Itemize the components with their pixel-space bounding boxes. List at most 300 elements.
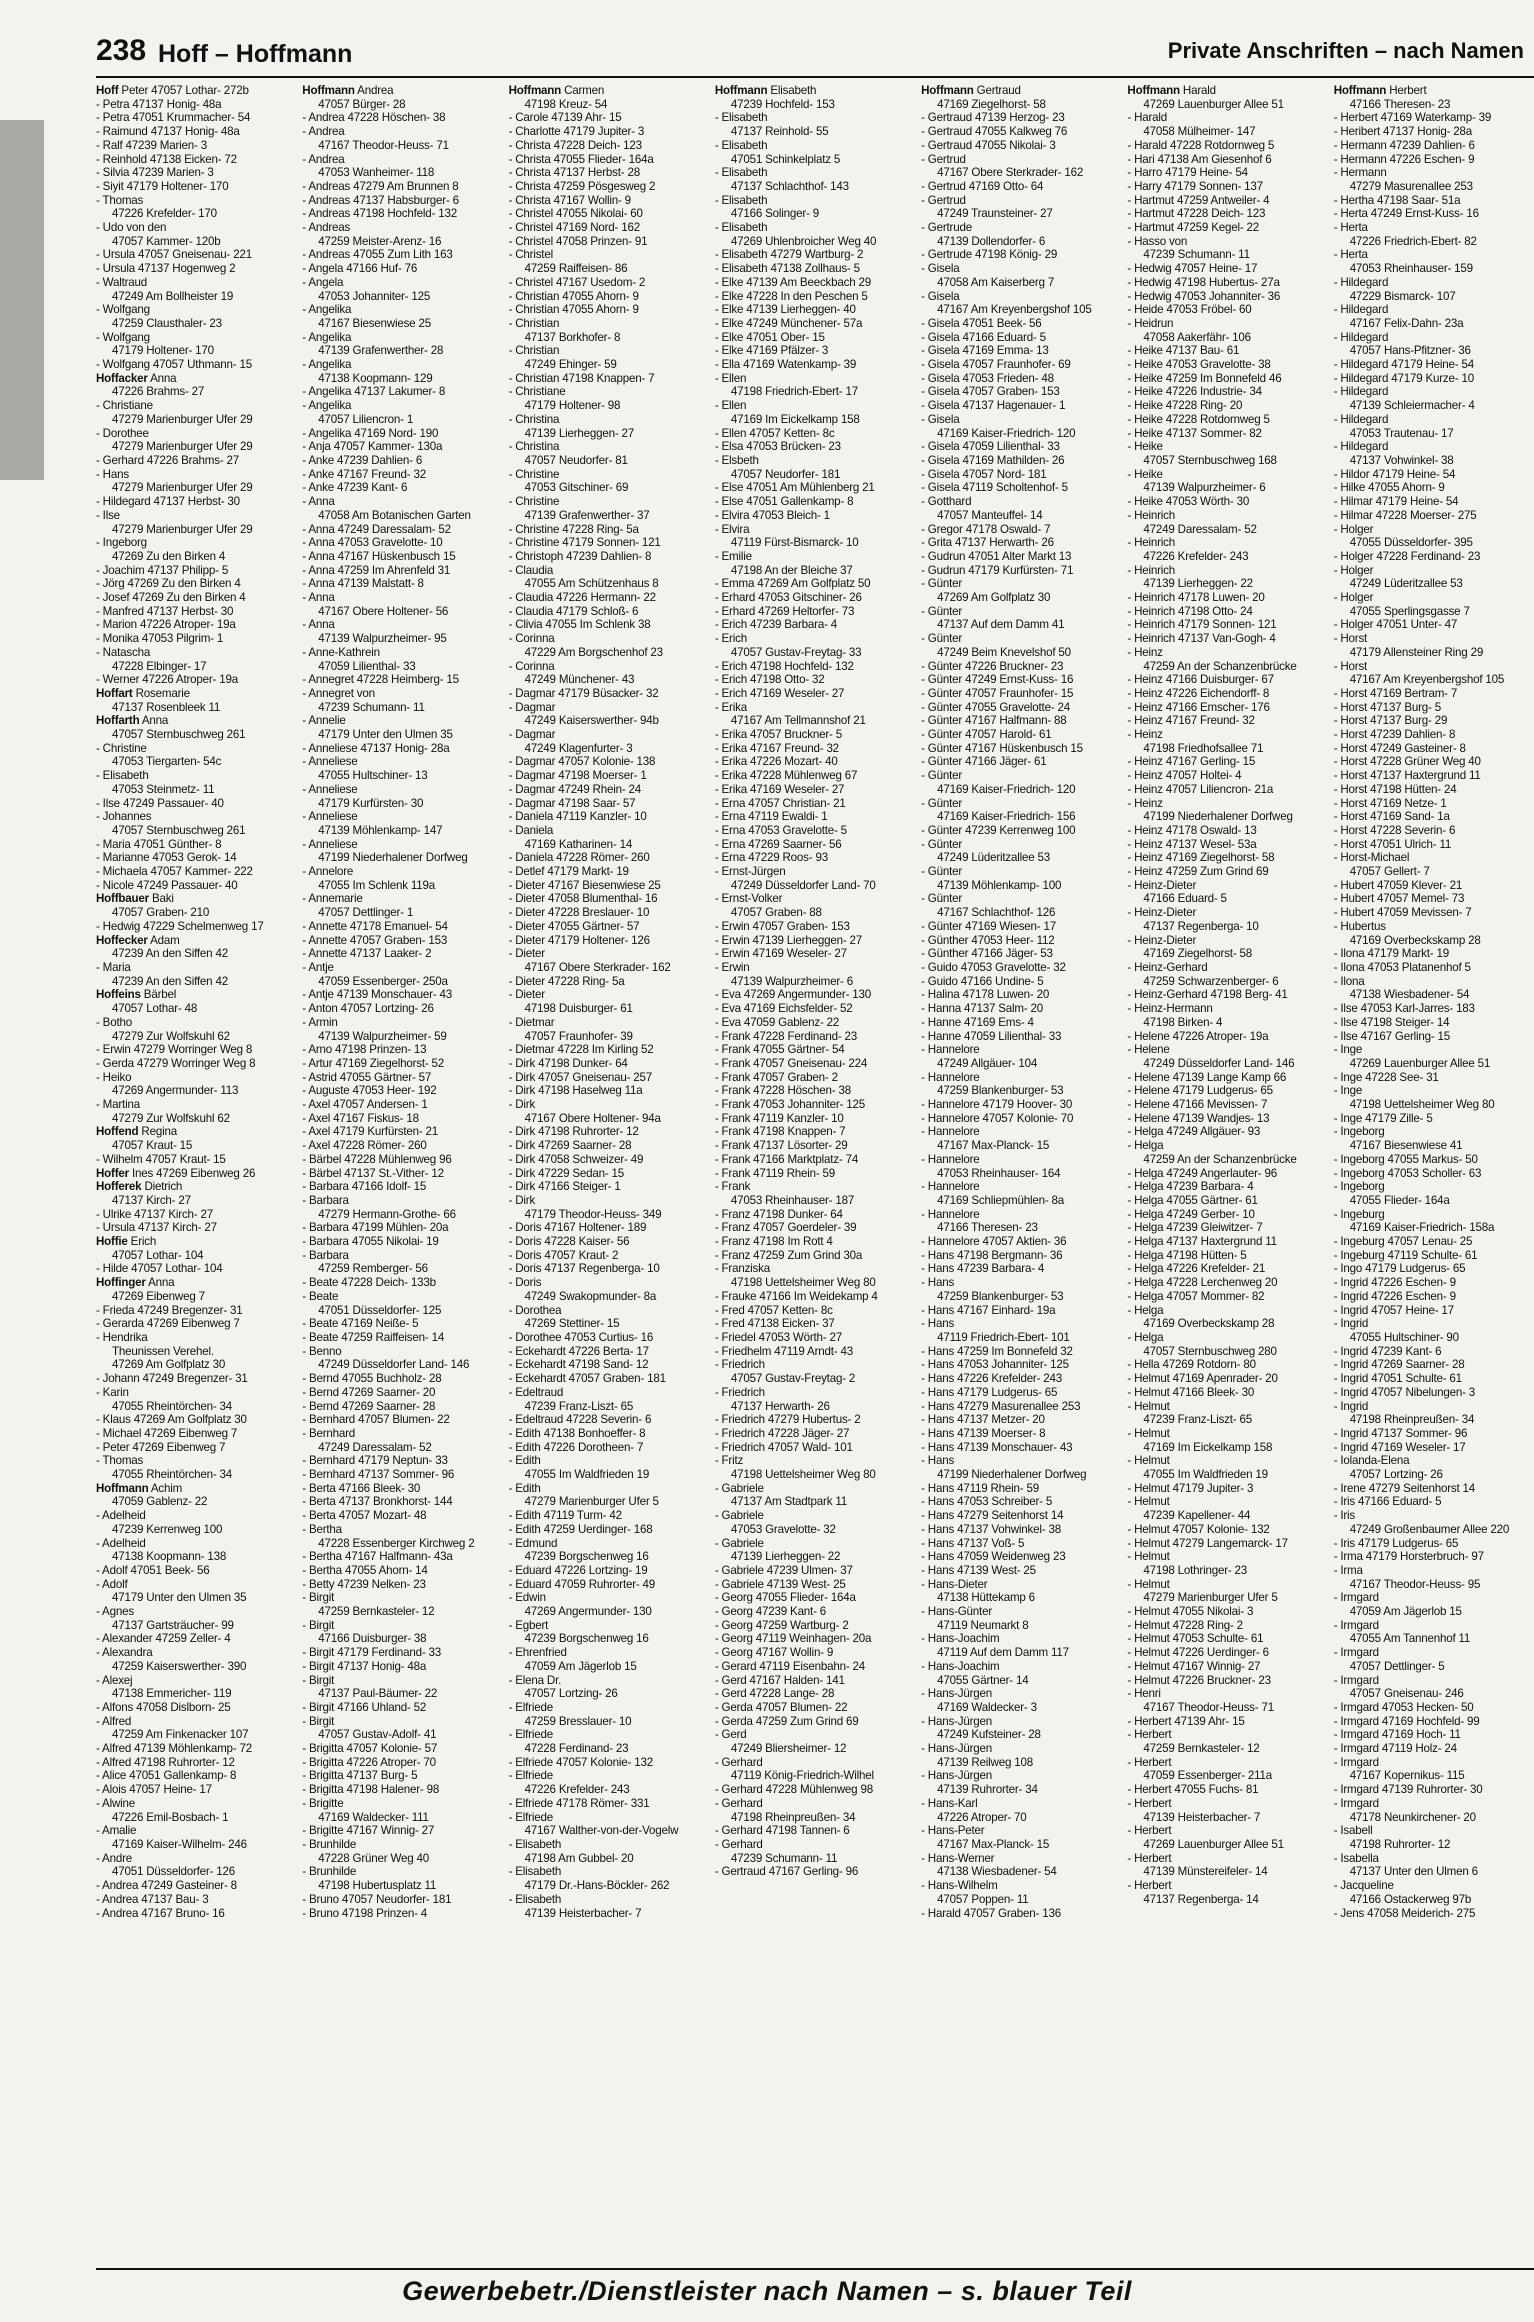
listing-entry [715, 1619, 915, 1633]
entry-text: - Gotthard [921, 495, 972, 509]
listing-entry [715, 84, 915, 98]
entry-text: Andrea [354, 84, 394, 97]
listing-entry [1127, 1235, 1327, 1249]
listing-entry [302, 262, 502, 276]
listing-entry [302, 1221, 502, 1235]
listing-entry [302, 728, 502, 742]
entry-text: - Irma 47179 Horsterbruch- 97 [1333, 1550, 1484, 1564]
entry-text: - Fred 47138 Eicken- 37 [714, 1317, 835, 1331]
listing-entry [1334, 701, 1534, 715]
listing-entry [1127, 1153, 1327, 1167]
entry-text: - Ilona 47179 Markt- 19 [1333, 947, 1449, 961]
entry-text: 47166 Eduard- 5 [1143, 892, 1227, 906]
listing-entry [921, 1468, 1121, 1482]
entry-text: - Anna 47259 Im Ahrenfeld 31 [302, 563, 451, 577]
listing-entry [1127, 1249, 1327, 1263]
listing-entry [921, 714, 1121, 728]
listing-entry [509, 591, 709, 605]
listing-entry [302, 454, 502, 468]
entry-text: - Hannelore 47179 Hoover- 30 [921, 1098, 1073, 1112]
listing-entry [921, 618, 1121, 632]
listing-entry [1127, 1824, 1327, 1838]
entry-text: 47057 Gellert- 7 [1349, 865, 1430, 879]
listing-entry [96, 728, 296, 742]
listing-entry [921, 1016, 1121, 1030]
entry-text: - Christel 47055 Nikolai- 60 [508, 207, 643, 221]
entry-text: 47226 Emil-Bosbach- 1 [112, 1810, 229, 1824]
listing-entry [1127, 660, 1327, 674]
entry-text: - Bärbel 47228 Mühlenweg 96 [302, 1152, 452, 1166]
listing-entry [96, 1221, 296, 1235]
listing-entry [509, 797, 709, 811]
entry-text: - Erich 47198 Hochfeld- 132 [714, 659, 854, 673]
listing-entry [96, 385, 296, 399]
entry-text: - Erich 47239 Barbara- 4 [714, 618, 837, 632]
entry-text: - Horst-Michael [1333, 851, 1410, 865]
listing-entry [302, 1441, 502, 1455]
listing-entry [509, 1605, 709, 1619]
listing-entry [509, 1838, 709, 1852]
entry-text: - Gabriele [714, 1536, 764, 1550]
listing-entry [96, 1413, 296, 1427]
listing-entry [96, 153, 296, 167]
listing-entry [1127, 139, 1327, 153]
listing-entry [96, 1112, 296, 1126]
listing-entry [96, 687, 296, 701]
listing-entry [302, 1400, 502, 1414]
listing-entry [1127, 1674, 1327, 1688]
entry-text: Gertraud [973, 84, 1021, 97]
listing-entry [302, 1208, 502, 1222]
entry-text: - Andreas 47198 Hochfeld- 132 [302, 207, 457, 221]
listing-entry [96, 947, 296, 961]
listing-entry [921, 975, 1121, 989]
entry-text: - Holger 47228 Ferdinand- 23 [1333, 549, 1481, 563]
listing-entry [302, 194, 502, 208]
listing-entry [1334, 1537, 1534, 1551]
entry-text: 47059 Essenberger- 250a [318, 974, 448, 988]
entry-text: 47198 Uettelsheimer Weg 80 [730, 1276, 876, 1290]
listing-entry [921, 892, 1121, 906]
entry-text: 47167 Walther-von-der-Vogelw [524, 1824, 679, 1838]
listing-entry [1334, 1400, 1534, 1414]
listing-entry [1334, 591, 1534, 605]
listing-entry [509, 372, 709, 386]
entry-text: - Frank 47228 Höschen- 38 [714, 1084, 851, 1098]
listing-entry [715, 577, 915, 591]
listing-entry [715, 851, 915, 865]
entry-text: 47057 Sternbuschweg 280 [1143, 1344, 1277, 1358]
listing-entry [96, 262, 296, 276]
entry-text: 47259 An der Schanzenbrücke [1143, 659, 1297, 673]
entry-text: - Jens 47058 Meiderich- 275 [1333, 1906, 1476, 1920]
listing-entry [1334, 1290, 1534, 1304]
entry-text: 47198 Uettelsheimer Weg 80 [1349, 1098, 1495, 1112]
listing-entry [96, 125, 296, 139]
entry-text: - Angelika [302, 303, 352, 317]
entry-text: - Anna [302, 495, 335, 509]
listing-entry [302, 1824, 502, 1838]
entry-text: - Frank 47053 Johanniter- 125 [714, 1098, 866, 1112]
listing-entry [1127, 1441, 1327, 1455]
listing-entry [302, 221, 502, 235]
entry-text: - Hedwig 47229 Schelmenweg 17 [96, 919, 264, 933]
listing-entry [715, 1002, 915, 1016]
listing-entry [1127, 1413, 1327, 1427]
listing-entry [96, 180, 296, 194]
listing-entry [509, 564, 709, 578]
entry-text: - Alexander 47259 Zeller- 4 [96, 1632, 231, 1646]
entry-text: - Siyit 47179 Holtener- 170 [96, 179, 229, 193]
entry-text: - Barbara 47055 Nikolai- 19 [302, 1235, 439, 1249]
listing-entry [921, 1331, 1121, 1345]
entry-text: 47057 Bürger- 28 [318, 97, 406, 111]
entry-text: - Elisabeth [714, 166, 768, 180]
listing-columns [96, 84, 1534, 2264]
entry-text: - Anne-Kathrein [302, 645, 380, 659]
entry-text: - Franz 47259 Zum Grind 30a [714, 1248, 863, 1262]
listing-entry [715, 1550, 915, 1564]
listing-entry [1334, 673, 1534, 687]
entry-text: 47138 Hüttekamp 6 [937, 1591, 1035, 1605]
entry-text: - Heinz [1127, 645, 1163, 659]
listing-entry [715, 440, 915, 454]
listing-entry [715, 413, 915, 427]
entry-text: 47249 Beim Knevelshof 50 [937, 645, 1071, 659]
listing-entry [1334, 564, 1534, 578]
listing-entry [1127, 413, 1327, 427]
listing-entry [96, 454, 296, 468]
entry-text: - Frank 47166 Marktplatz- 74 [714, 1152, 859, 1166]
listing-entry [509, 153, 709, 167]
entry-text: 47259 Meister-Arenz- 16 [318, 234, 442, 248]
entry-text: - Hans-Joachim [921, 1632, 1000, 1646]
listing-entry [715, 1235, 915, 1249]
listing-entry [715, 714, 915, 728]
entry-text: 47179 Theodor-Heuss- 349 [524, 1207, 662, 1221]
listing-entry [96, 1687, 296, 1701]
listing-entry [96, 879, 296, 893]
listing-entry [509, 865, 709, 879]
listing-entry [302, 1331, 502, 1345]
listing-entry [1127, 1564, 1327, 1578]
entry-text: - Erwin [714, 961, 750, 974]
listing-entry [1127, 1125, 1327, 1139]
entry-text: 47198 Uettelsheimer Weg 80 [730, 1468, 876, 1482]
listing-entry [921, 660, 1121, 674]
entry-text: 47169 Katharinen- 14 [524, 837, 633, 851]
listing-entry [96, 975, 296, 989]
entry-text: - Gisela 47169 Mathilden- 26 [921, 453, 1065, 467]
listing-entry [921, 1441, 1121, 1455]
listing-entry [302, 824, 502, 838]
entry-text: - Hildegard [1333, 275, 1389, 289]
entry-text: 47058 Am Kaiserberg 7 [937, 275, 1055, 289]
entry-text: - Friedhelm 47119 Arndt- 43 [714, 1344, 853, 1358]
entry-text: 47138 Emmericher- 119 [112, 1687, 232, 1701]
entry-text: - Isabell [1333, 1824, 1373, 1838]
entry-text: - Heinz 47166 Emscher- 176 [1127, 700, 1270, 714]
listing-entry [715, 1482, 915, 1496]
entry-text: - Günter 47249 Ernst-Kuss- 16 [921, 673, 1074, 687]
entry-text: - Hilmar 47179 Heine- 54 [1333, 495, 1459, 509]
listing-entry [509, 427, 709, 441]
listing-entry [509, 892, 709, 906]
listing-entry [715, 1742, 915, 1756]
listing-entry [715, 194, 915, 208]
listing-entry [96, 1400, 296, 1414]
entry-text: - Ingrid 47269 Saarner- 28 [1333, 1358, 1465, 1372]
entry-text: 47269 Angermunder- 113 [112, 1084, 239, 1098]
entry-text: - Hannelore [921, 1125, 980, 1139]
listing-entry [1127, 865, 1327, 879]
listing-entry [1127, 906, 1327, 920]
listing-entry [96, 139, 296, 153]
listing-entry [1127, 481, 1327, 495]
listing-entry [96, 769, 296, 783]
entry-text: - Barbara [302, 1193, 349, 1207]
listing-entry [921, 1125, 1121, 1139]
listing-entry [921, 468, 1121, 482]
entry-text: - Christel [508, 248, 553, 262]
entry-text: 47198 Friedrich-Ebert- 17 [730, 385, 858, 399]
listing-entry [96, 1865, 296, 1879]
entry-text: - Irma [1333, 1563, 1363, 1577]
listing-entry [509, 1660, 709, 1674]
listing-entry [96, 934, 296, 948]
entry-text: - Elfriede [508, 1769, 553, 1783]
entry-text: - Anke 47239 Dahlien- 6 [302, 453, 423, 467]
entry-text: - Christa 47137 Herbst- 28 [508, 166, 640, 180]
entry-text: 47167 Theodor-Heuss- 71 [318, 138, 449, 152]
listing-entry [715, 523, 915, 537]
entry-text: - Heinrich [1127, 508, 1176, 522]
listing-entry [921, 1797, 1121, 1811]
listing-entry [715, 988, 915, 1002]
entry-text: - Eva 47269 Angermunder- 130 [714, 988, 872, 1002]
listing-entry [1127, 988, 1327, 1002]
entry-text: - Hermann 47239 Dahlien- 6 [1333, 138, 1475, 152]
listing-entry [1127, 344, 1327, 358]
listing-entry [96, 303, 296, 317]
listing-entry [1334, 454, 1534, 468]
listing-entry [302, 892, 502, 906]
entry-text: 47226 Friedrich-Ebert- 82 [1349, 234, 1477, 248]
entry-text: - Heike 47053 Gravelotte- 38 [1127, 358, 1271, 372]
entry-text: 47166 Solinger- 9 [730, 207, 819, 221]
listing-entry [302, 1317, 502, 1331]
entry-text: - Dieter 47058 Blumenthal- 16 [508, 892, 658, 906]
listing-entry [96, 481, 296, 495]
listing-entry [509, 1454, 709, 1468]
entry-text: 47228 Essenberger Kirchweg 2 [318, 1536, 475, 1550]
entry-text: - Erika [714, 700, 747, 714]
entry-text: - Bärbel 47137 St.-Vither- 12 [302, 1166, 444, 1180]
entry-text: - Anneliese [302, 755, 358, 769]
listing-entry [302, 1002, 502, 1016]
listing-entry [921, 495, 1121, 509]
entry-text: - Hari 47138 Am Giesenhof 6 [1127, 152, 1272, 166]
listing-entry [509, 399, 709, 413]
entry-text: - Doris 47057 Kraut- 2 [508, 1248, 619, 1262]
listing-entry [302, 550, 502, 564]
entry-text: 47139 Lierheggen- 27 [524, 426, 635, 440]
listing-entry [1127, 1262, 1327, 1276]
listing-entry [715, 1112, 915, 1126]
entry-text: - Frank 47119 Rhein- 59 [714, 1166, 836, 1180]
entry-text: 47139 Möhlenkamp- 147 [318, 823, 443, 837]
listing-entry [1334, 1468, 1534, 1482]
entry-text: - Andrea [302, 125, 345, 139]
listing-entry [921, 577, 1121, 591]
listing-entry [921, 385, 1121, 399]
listing-entry [921, 797, 1121, 811]
listing-entry [715, 783, 915, 797]
listing-entry [509, 125, 709, 139]
listing-entry [302, 1811, 502, 1825]
entry-text: - Daniela 47119 Kanzler- 10 [508, 810, 647, 824]
surname: Hoffmann [1333, 84, 1387, 97]
listing-entry [96, 1509, 296, 1523]
listing-entry [96, 1797, 296, 1811]
entry-text: - Dieter 47179 Holtener- 126 [508, 933, 650, 947]
entry-text: 47137 Am Stadtpark 11 [730, 1495, 847, 1509]
listing-entry [1127, 84, 1327, 98]
listing-entry [1127, 399, 1327, 413]
entry-text: 47057 Lortzing- 26 [1349, 1468, 1443, 1482]
listing-entry [96, 1495, 296, 1509]
entry-text: - Johannes [96, 810, 152, 824]
entry-text: - Franz 47198 Dunker- 64 [714, 1207, 843, 1221]
entry-text: - Elfriede [508, 1700, 553, 1714]
listing-entry [509, 577, 709, 591]
entry-text: - Ellen [714, 371, 747, 385]
entry-text: - Dirk 47229 Sedan- 15 [508, 1166, 625, 1180]
surname: Hoffart [96, 686, 133, 700]
surname: Hoffinger [96, 1276, 146, 1290]
listing-entry [715, 1495, 915, 1509]
entry-text: Ines 47269 Eibenweg 26 [128, 1166, 256, 1180]
listing-entry [1334, 1756, 1534, 1770]
entry-text: 47051 Düsseldorfer- 125 [318, 1303, 442, 1317]
listing-entry [1127, 1893, 1327, 1907]
entry-text: - Georg 47239 Kant- 6 [714, 1605, 827, 1619]
listing-entry [1127, 1728, 1327, 1742]
entry-text: 47249 Düsseldorfer Land- 146 [1143, 1056, 1295, 1070]
listing-entry [509, 851, 709, 865]
listing-entry [1334, 961, 1534, 975]
entry-text: - Christiane [96, 399, 153, 413]
listing-entry [921, 1290, 1121, 1304]
entry-text: 47279 Zur Wolfskuhl 62 [112, 1111, 230, 1125]
entry-text: 47259 Blankenburger- 53 [937, 1084, 1064, 1098]
entry-text: - Hildegard [1333, 303, 1389, 317]
entry-text: - Hermann [1333, 166, 1387, 180]
listing-entry [715, 427, 915, 441]
entry-text: - Helene 47139 Lange Kamp 66 [1127, 1070, 1287, 1084]
listing-entry [96, 1756, 296, 1770]
entry-text: - Alfred [96, 1714, 132, 1728]
entry-text: - Ingrid [1333, 1317, 1369, 1331]
listing-entry [1127, 1632, 1327, 1646]
listing-entry [302, 1578, 502, 1592]
entry-text: - Herbert [1127, 1851, 1172, 1865]
listing-entry [1334, 1167, 1534, 1181]
listing-entry [1127, 564, 1327, 578]
listing-entry [715, 1208, 915, 1222]
listing-entry [509, 1030, 709, 1044]
entry-text: - Dirk 47166 Steiger- 1 [508, 1180, 621, 1194]
listing-entry [302, 358, 502, 372]
listing-entry [1127, 1550, 1327, 1564]
entry-text: - Birgit [302, 1591, 335, 1605]
entry-text: - Wolfgang 47057 Uthmann- 15 [96, 358, 252, 372]
listing-entry [715, 797, 915, 811]
entry-text: - Anja 47057 Kammer- 130a [302, 440, 443, 454]
entry-text: 47169 Im Eickelkamp 158 [1143, 1440, 1273, 1454]
listing-entry [1334, 1002, 1534, 1016]
listing-entry [302, 1345, 502, 1359]
listing-entry [509, 1824, 709, 1838]
listing-entry [509, 646, 709, 660]
listing-entry [509, 1084, 709, 1098]
listing-entry [1127, 1591, 1327, 1605]
listing-entry [96, 1331, 296, 1345]
entry-text: - Gertrude [921, 221, 972, 235]
listing-entry [509, 139, 709, 153]
entry-text: - Birgit [302, 1714, 335, 1728]
entry-text: 47138 Wiesbadener- 54 [1349, 988, 1470, 1002]
entry-text: - Irmgard [1333, 1673, 1379, 1687]
entry-text: 47059 Am Jägerlob 15 [1349, 1605, 1462, 1619]
listing-entry [921, 1262, 1121, 1276]
listing-entry [302, 1564, 502, 1578]
listing-entry [509, 207, 709, 221]
entry-text: 47139 Walpurzheimer- 6 [730, 974, 853, 988]
listing-entry [302, 618, 502, 632]
entry-text: 47119 König-Friedrich-Wilhel [730, 1769, 874, 1783]
entry-text: - Hildegard [1333, 440, 1389, 454]
entry-text: - Bernd 47269 Saarner- 20 [302, 1385, 436, 1399]
listing-entry [715, 632, 915, 646]
listing-entry [302, 290, 502, 304]
entry-text: - Hilde 47057 Lothar- 104 [96, 1262, 223, 1276]
listing-entry [921, 1482, 1121, 1496]
listing-entry [96, 605, 296, 619]
entry-text: 47259 An der Schanzenbrücke [1143, 1152, 1297, 1166]
listing-entry [921, 98, 1121, 112]
listing-entry [96, 1016, 296, 1030]
listing-entry [509, 906, 709, 920]
listing-entry [1127, 276, 1327, 290]
entry-text: - Doris 47167 Holtener- 189 [508, 1221, 647, 1235]
entry-text: - Inge [1333, 1043, 1363, 1057]
listing-entry [921, 591, 1121, 605]
entry-text: - Helmut 47166 Bleek- 30 [1127, 1385, 1255, 1399]
entry-text: - Anke 47167 Freund- 32 [302, 467, 426, 481]
entry-text: - Elsbeth [714, 453, 759, 467]
entry-text: - Dieter 47167 Biesenwiese 25 [508, 878, 661, 892]
entry-text: - Hans 47137 Vohwinkel- 38 [921, 1522, 1061, 1536]
listing-entry [509, 303, 709, 317]
entry-text: 47198 Rheinpreußen- 34 [1349, 1413, 1475, 1427]
entry-text: - Hartmut 47259 Kegel- 22 [1127, 221, 1260, 235]
entry-text: 47169 Kaiser-Friedrich- 158a [1349, 1221, 1495, 1235]
entry-text: - Dagmar [508, 728, 556, 742]
entry-text: 47269 Lauenburger Allee 51 [1349, 1056, 1491, 1070]
listing-entry [302, 1701, 502, 1715]
entry-text: 47057 Sternbuschweg 261 [112, 823, 246, 837]
